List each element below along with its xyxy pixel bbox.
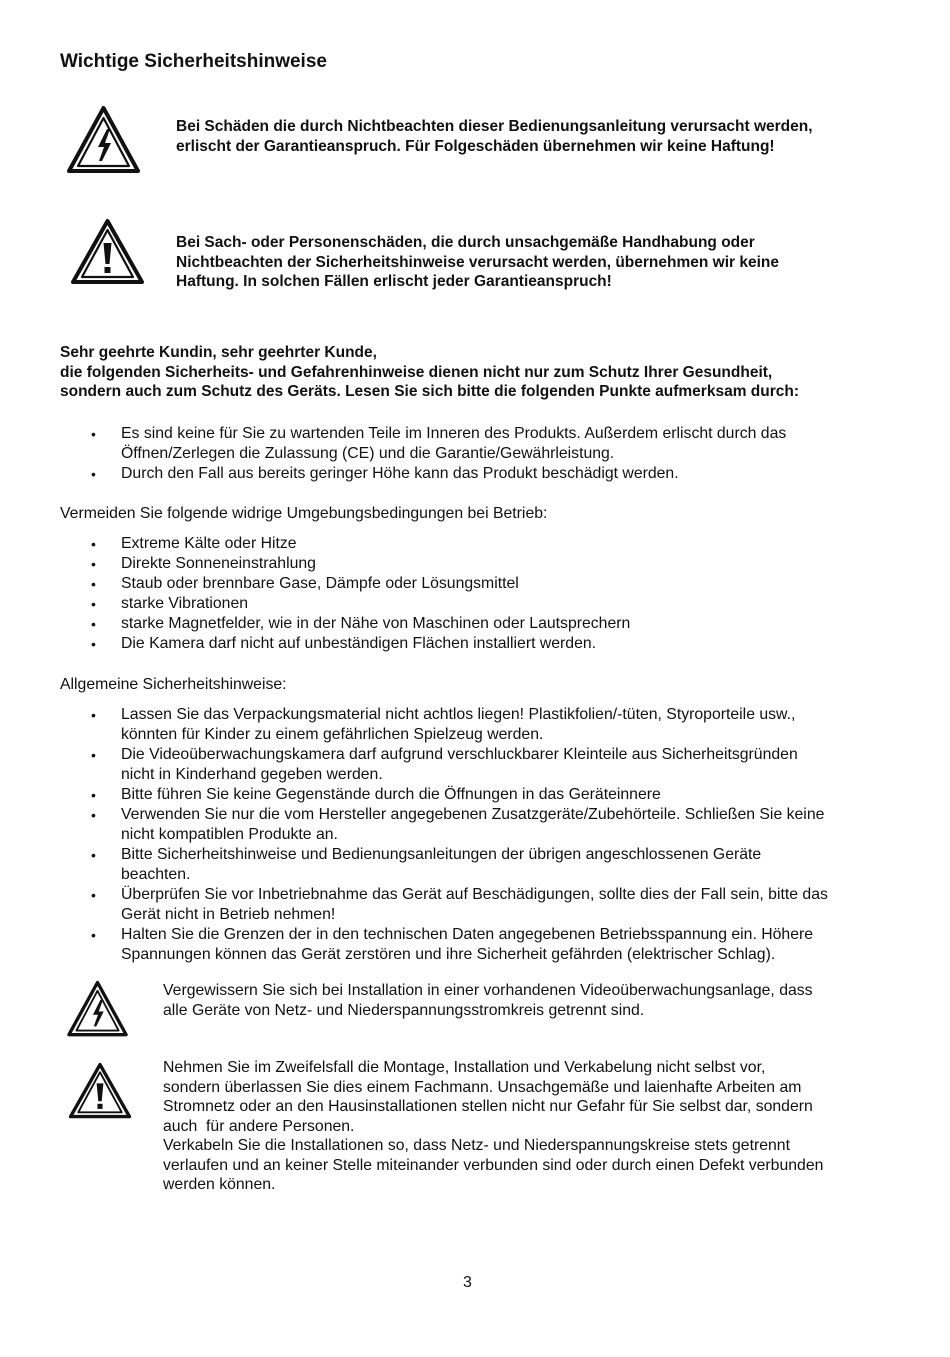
warning-1-text [176,117,813,156]
list-item: • Es sind keine für Sie zu wartenden Teile im Inneren des Produkts. Außerdem erlischt durch das Öffnen/Zerlegen die Zulassung (CE) und die Garantie/Gewährleistung. [61,424,891,464]
page-number: 3 [463,1274,472,1291]
text-line: Vergewissern Sie sich bei Installation in einer vorhandenen Videoüberwachungsanlage, dass [163,982,813,999]
list-item: • starke Vibrationen [61,594,891,614]
text-line: sondern überlassen Sie dies einem Fachmann. Unsachgemäße und laienhafte Arbeiten am [163,1078,802,1096]
list-item: • Die Kamera darf nicht auf unbeständigen Flächen installiert werden. [61,634,891,654]
list-item: • starke Magnetfelder, wie in der Nähe von Maschinen oder Lautsprechern [61,614,891,634]
bullet-list-general [61,705,901,965]
text-line: verlaufen und an keiner Stelle miteinander verbunden sind oder durch einen Defekt verbunden [163,1156,824,1174]
list-item: • Lassen Sie das Verpackungsmaterial nicht achtlos liegen! Plastikfolien/-tüten, Styroporteile usw., könnten für Kinder zu einem gefährlichen Spielzeug werden. [61,705,901,745]
exclamation-warning-icon [70,218,145,286]
text-line: Stromnetz oder an den Hausinstallationen stellen nicht nur Gefahr für Sie selbst dar, sondern [163,1098,813,1115]
list-item: • Überprüfen Sie vor Inbetriebnahme das Gerät auf Beschädigungen, sollte dies der Fall sein, bitte das Gerät nicht in Betrieb nehmen! [61,885,901,925]
text-line: Verkabeln Sie die Installationen so, dass Netz- und Niederspannungskreise stets getrennt [163,1137,790,1154]
page-title: Wichtige Sicherheitshinweise [60,51,327,72]
text-line: die folgenden Sicherheits- und Gefahrenhinweise dienen nicht nur zum Schutz Ihrer Gesundheit, [60,363,773,381]
list-item: • Extreme Kälte oder Hitze [61,534,891,554]
text-line: Haftung. In solchen Fällen erlischt jeder Garantieanspruch! [176,273,612,290]
text-line: Bei Sach- oder Personenschäden, die durch unsachgemäße Handhabung oder [176,234,755,251]
warning-2-text [176,233,779,292]
exclamation-warning-icon [68,1062,132,1120]
list-item: • Bitte führen Sie keine Gegenstände durch die Öffnungen in das Geräteinnere [61,785,901,805]
bullet-list-environment [61,534,891,654]
list-item: • Die Videoüberwachungskamera darf aufgrund verschluckbarer Kleinteile aus Sicherheitsgründen nicht in Kinderhand gegeben werden. [61,745,901,785]
text-line: auch für andere Personen. [163,1117,355,1135]
high-voltage-warning-icon [66,105,141,175]
environment-heading: Vermeiden Sie folgende widrige Umgebungsbedingungen bei Betrieb: [60,505,548,522]
warning-3-text [163,981,813,1020]
text-line: sondern auch zum Schutz des Geräts. Lesen Sie sich bitte die folgenden Punkte aufmerksam durch: [60,383,800,400]
text-line: Sehr geehrte Kundin, sehr geehrter Kunde, [60,344,377,361]
high-voltage-warning-icon [66,980,129,1038]
text-line: werden können. [163,1176,276,1193]
list-item: • Bitte Sicherheitshinweise und Bedienungsanleitungen der übrigen angeschlossenen Geräte beachten. [61,845,901,885]
list-item: • Durch den Fall aus bereits geringer Höhe kann das Produkt beschädigt werden. [61,464,891,484]
intro-paragraph [60,343,799,402]
list-item: • Verwenden Sie nur die vom Hersteller angegebenen Zusatzgeräte/Zubehörteile. Schließen Sie keine nicht kompatiblen Produkte an. [61,805,901,845]
bullet-list-product [61,424,891,484]
text-line: alle Geräte von Netz- und Niederspannungsstromkreis getrennt sind. [163,1001,645,1019]
list-item: • Staub oder brennbare Gase, Dämpfe oder Lösungsmittel [61,574,891,594]
general-heading: Allgemeine Sicherheitshinweise: [60,676,287,693]
text-line: erlischt der Garantieanspruch. Für Folgeschäden übernehmen wir keine Haftung! [176,137,775,155]
text-line: Nichtbeachten der Sicherheitshinweise verursacht werden, übernehmen wir keine [176,253,779,271]
text-line: Nehmen Sie im Zweifelsfall die Montage, Installation und Verkabelung nicht selbst vor, [163,1059,766,1076]
warning-4-text [163,1058,823,1195]
list-item: • Direkte Sonneneinstrahlung [61,554,891,574]
list-item: • Halten Sie die Grenzen der in den technischen Daten angegebenen Betriebsspannung ein. Höhere Spannungen können das Gerät zerstören und ihre Sicherheit gefährden (elektrischer Schlag). [61,925,901,965]
text-line: Bei Schäden die durch Nichtbeachten dieser Bedienungsanleitung verursacht werden, [176,118,813,135]
